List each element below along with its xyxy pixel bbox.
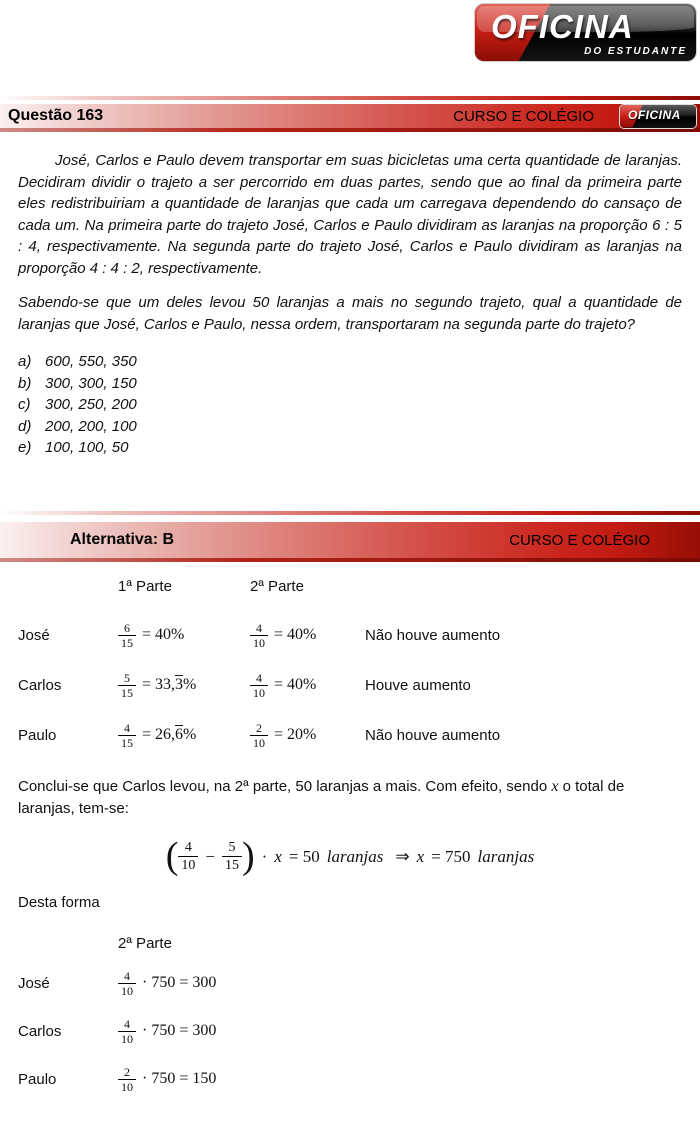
option-letter: b) [18, 374, 32, 392]
option-a [18, 351, 682, 373]
header-bottom-line [0, 128, 700, 132]
row-part1-value: $\frac{5}{15}$ = 33,3% [118, 660, 250, 710]
question-paragraph-2: Sabendo-se que um deles levou 50 laranjas a mais no segundo trajeto, qual a quantidade de laranjas que José, Carlos e Paulo, nessa ordem, transportaram na segunda parte do trajeto? [18, 294, 682, 333]
mini-logo-brand-text: OFICINA [628, 107, 681, 122]
fraction: $\frac{4}{10}$ [250, 621, 268, 650]
variable-x: x [551, 778, 559, 795]
option-letter: e) [18, 439, 32, 456]
row-note: Não houve aumento [365, 626, 501, 644]
logo-brand-text: OFICINA [491, 8, 634, 45]
fraction: $\frac{2}{10}$ [118, 1065, 136, 1094]
column-header-part1: 1ª Parte [118, 578, 172, 595]
option-letter: c) [18, 396, 31, 413]
curso-colegio-label: CURSO E COLÉGIO [453, 107, 594, 125]
row-name: José [18, 974, 50, 992]
oficina-logo [475, 4, 696, 61]
option-d [18, 416, 682, 438]
options-list [18, 351, 682, 459]
option-letter: a) [18, 353, 32, 370]
answer-bottom-line [0, 558, 700, 562]
row-value: $\frac{4}{10}$ · 750 = 300 [118, 959, 700, 1007]
solution-section [0, 578, 700, 1103]
row-name: Paulo [18, 726, 57, 744]
question-paragraph-1: José, Carlos e Paulo devem transportar em suas bicicletas uma certa quantidade de laranjas. Decidiram dividir o trajeto a ser percorrido em duas partes, sendo que ao final da primeira parte eles redistribuiriam a quantidade de laranjas que cada um carregava dependendo do cansaço de cada um. Na primeira parte do trajeto José, Carlos e Paulo dividiram as laranjas na proporção 6 : 5 : 4, respectivamente. Na segunda parte do trajeto José, Carlos e Paulo dividiram as laranjas na proporção 4 : 4 : 2, respectivamente. [18, 152, 682, 277]
row-name: Carlos [18, 1022, 62, 1040]
column-header-part2: 2ª Parte [250, 578, 304, 595]
row-note: Houve aumento [365, 676, 471, 694]
question-body [18, 150, 682, 459]
fraction: $\frac{4}{10}$ [118, 969, 136, 998]
answer-bar [0, 511, 700, 562]
variable-x: x [416, 846, 425, 866]
fraction: $\frac{5}{15}$ [118, 671, 136, 700]
option-letter: d) [18, 417, 32, 435]
row-name: José [18, 626, 50, 644]
percentage-table [0, 578, 700, 760]
answer-label: Alternativa: B [70, 531, 175, 548]
fraction: $\frac{5}{15}$ [222, 839, 242, 874]
dot-operator: · [261, 846, 268, 866]
fraction: $\frac{4}{10}$ [118, 1017, 136, 1046]
option-b [18, 373, 682, 395]
close-paren: ) [242, 835, 255, 878]
option-text: 600, 550, 350 [45, 353, 137, 370]
option-text: 100, 100, 50 [45, 439, 129, 456]
question-header-bar [0, 96, 700, 132]
fraction: $\frac{4}{10}$ [178, 839, 198, 874]
row-name: Carlos [18, 676, 62, 694]
row-part1-value: $\frac{6}{15}$ = 40% [118, 610, 250, 660]
fraction: $\frac{2}{10}$ [250, 721, 268, 750]
row-name: Paulo [18, 1070, 57, 1088]
oficina-mini-logo [620, 105, 696, 128]
fraction: $\frac{6}{15}$ [118, 621, 136, 650]
option-text: 300, 250, 200 [45, 396, 137, 413]
implies-arrow: ⇒ [395, 846, 410, 866]
row-value: $\frac{2}{10}$ · 750 = 150 [118, 1055, 700, 1103]
option-text: 200, 200, 100 [45, 417, 137, 435]
column-header-part2: 2ª Parte [118, 935, 172, 952]
logo-tagline: DO ESTUDANTE [584, 46, 687, 57]
row-part2-value: $\frac{2}{10}$ = 20% [250, 710, 365, 760]
row-part1-value: $\frac{4}{15}$ = 26,6% [118, 710, 250, 760]
main-equation: ( $\frac{4}{10}$ − $\frac{5}{15}$ ) · x = 50 laranjas ⇒ x = 750 laranjas [165, 835, 535, 878]
variable-x: x [274, 846, 282, 866]
fraction: $\frac{4}{15}$ [118, 721, 136, 750]
desta-forma-label: Desta forma [18, 894, 100, 911]
option-e [18, 437, 682, 459]
option-c [18, 394, 682, 416]
result-table [0, 959, 700, 1103]
curso-colegio-label: CURSO E COLÉGIO [509, 531, 650, 549]
question-number-label: Questão 163 [8, 107, 104, 124]
row-part2-value: $\frac{4}{10}$ = 40% [250, 610, 365, 660]
row-part2-value: $\frac{4}{10}$ = 40% [250, 660, 365, 710]
minus-sign: − [205, 846, 215, 866]
row-value: $\frac{4}{10}$ · 750 = 300 [118, 1007, 700, 1055]
row-note: Não houve aumento [365, 726, 501, 744]
conclusion-paragraph: Conclui-se que Carlos levou, na 2ª parte, 50 laranjas a mais. Com efeito, sendo x o total de laranjas, tem-se: [18, 778, 625, 817]
open-paren: ( [165, 835, 179, 878]
option-text: 300, 300, 150 [45, 374, 137, 392]
fraction: $\frac{4}{10}$ [250, 671, 268, 700]
